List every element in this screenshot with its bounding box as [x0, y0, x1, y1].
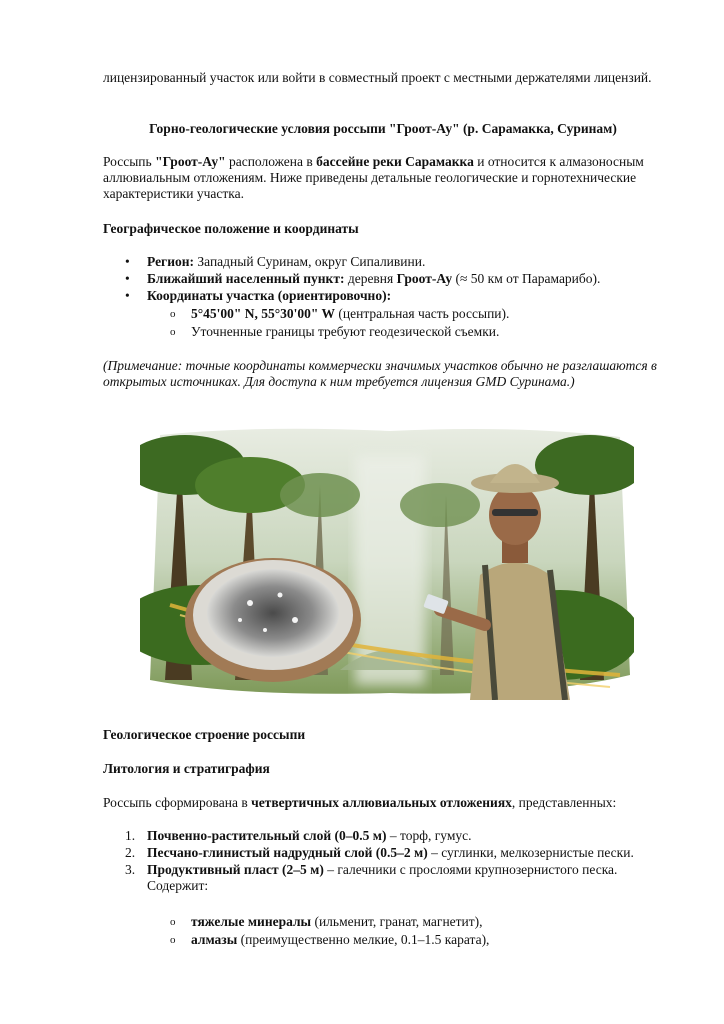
main-title: Горно-геологические условия россыпи "Гроот-Ау" (р. Сарамакка, Суринам): [149, 121, 617, 136]
list-item: o алмазы (преимущественно мелкие, 0.1–1.5 карата),: [170, 932, 490, 947]
formed-paragraph: Россыпь сформирована в четвертичных аллювиальных отложениях, представленных:: [103, 795, 617, 810]
list-item: 3. Продуктивный пласт (2–5 м) – галечники с прослоями крупнозернистого песка. Содержит:: [125, 862, 618, 893]
contains-sublist: [103, 914, 663, 950]
note-paragraph: (Примечание: точные координаты коммерчески значимых участков обычно не разглашаются в открытых источниках. Для доступа к ним требуется лицензия GMD Суринама.): [103, 358, 657, 389]
intro-paragraph: Россыпь "Гроот-Ау" расположена в бассейне реки Сарамакка и относится к алмазоносным аллювиальным отложениям. Ниже приведены детальные геологические и горнотехнические характеристики участка.: [103, 154, 644, 201]
list-item: o тяжелые минералы (ильменит, гранат, магнетит),: [170, 914, 483, 929]
geo-list: [103, 254, 663, 305]
layers-list: [103, 828, 663, 895]
intro-fragment: лицензированный участок или войти в совместный проект с местными держателями лицензий.: [103, 70, 652, 85]
geo-heading: Географическое положение и координаты: [103, 221, 359, 236]
list-item: o 5°45'00" N, 55°30'00" W (центральная часть россыпи).: [170, 306, 510, 321]
list-item: • Ближайший населенный пункт: деревня Гроот-Ау (≈ 50 км от Парамарибо).: [125, 271, 601, 286]
list-item: • Координаты участка (ориентировочно):: [125, 288, 392, 303]
list-item: 2. Песчано-глинистый надрудный слой (0.5–2 м) – суглинки, мелкозернистые пески.: [125, 845, 634, 860]
geology-heading: Геологическое строение россыпи: [103, 727, 306, 742]
list-item: o Уточненные границы требуют геодезической съемки.: [170, 324, 500, 339]
geode-icon: [185, 558, 361, 682]
litho-heading: Литология и стратиграфия: [103, 761, 270, 776]
coords-sublist: [103, 306, 663, 342]
jungle-geologist-illustration: [140, 425, 634, 700]
list-item: • Регион: Западный Суринам, округ Сипаливини.: [125, 254, 426, 269]
list-item: 1. Почвенно-растительный слой (0–0.5 м) – торф, гумус.: [125, 828, 472, 843]
